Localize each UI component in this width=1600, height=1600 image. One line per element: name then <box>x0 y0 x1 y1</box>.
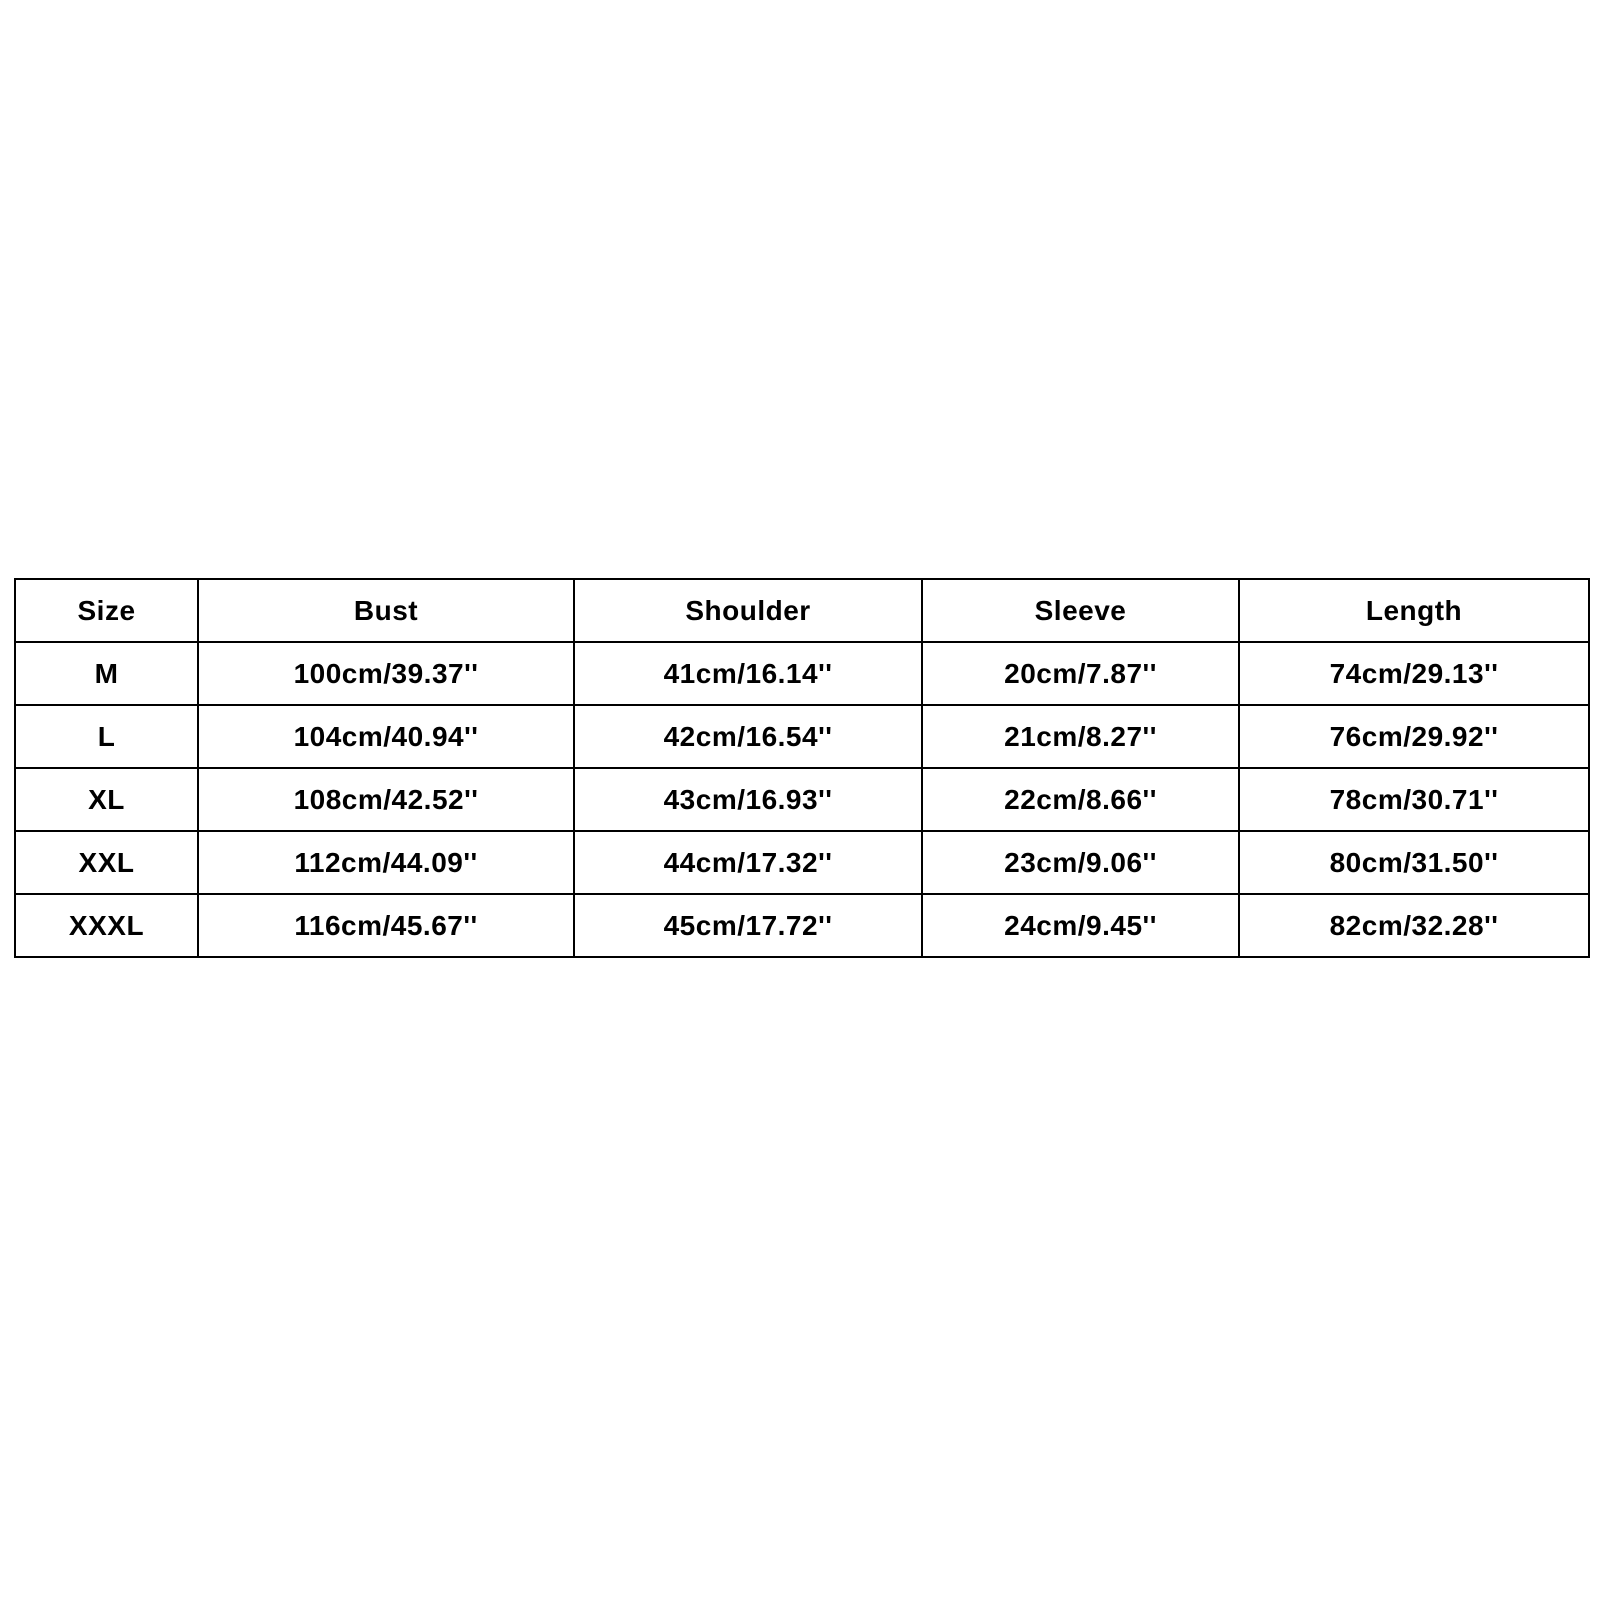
header-size: Size <box>15 579 198 642</box>
cell-size: XXXL <box>15 894 198 957</box>
header-shoulder: Shoulder <box>574 579 922 642</box>
cell-sleeve: 20cm/7.87'' <box>922 642 1239 705</box>
size-chart-table <box>14 578 1590 958</box>
cell-size: XXL <box>15 831 198 894</box>
cell-size: L <box>15 705 198 768</box>
cell-length: 76cm/29.92'' <box>1239 705 1589 768</box>
cell-length: 78cm/30.71'' <box>1239 768 1589 831</box>
cell-bust: 116cm/45.67'' <box>198 894 574 957</box>
cell-shoulder: 43cm/16.93'' <box>574 768 922 831</box>
table-row <box>15 831 1589 894</box>
table-header-row <box>15 579 1589 642</box>
cell-size: XL <box>15 768 198 831</box>
header-bust: Bust <box>198 579 574 642</box>
cell-bust: 104cm/40.94'' <box>198 705 574 768</box>
cell-length: 80cm/31.50'' <box>1239 831 1589 894</box>
cell-bust: 100cm/39.37'' <box>198 642 574 705</box>
table-row <box>15 894 1589 957</box>
cell-bust: 112cm/44.09'' <box>198 831 574 894</box>
cell-length: 74cm/29.13'' <box>1239 642 1589 705</box>
table-row <box>15 768 1589 831</box>
cell-shoulder: 44cm/17.32'' <box>574 831 922 894</box>
cell-size: M <box>15 642 198 705</box>
cell-sleeve: 22cm/8.66'' <box>922 768 1239 831</box>
table-row <box>15 642 1589 705</box>
header-sleeve: Sleeve <box>922 579 1239 642</box>
header-length: Length <box>1239 579 1589 642</box>
cell-bust: 108cm/42.52'' <box>198 768 574 831</box>
cell-shoulder: 42cm/16.54'' <box>574 705 922 768</box>
cell-shoulder: 41cm/16.14'' <box>574 642 922 705</box>
cell-sleeve: 23cm/9.06'' <box>922 831 1239 894</box>
cell-sleeve: 21cm/8.27'' <box>922 705 1239 768</box>
cell-shoulder: 45cm/17.72'' <box>574 894 922 957</box>
cell-length: 82cm/32.28'' <box>1239 894 1589 957</box>
table-row <box>15 705 1589 768</box>
cell-sleeve: 24cm/9.45'' <box>922 894 1239 957</box>
